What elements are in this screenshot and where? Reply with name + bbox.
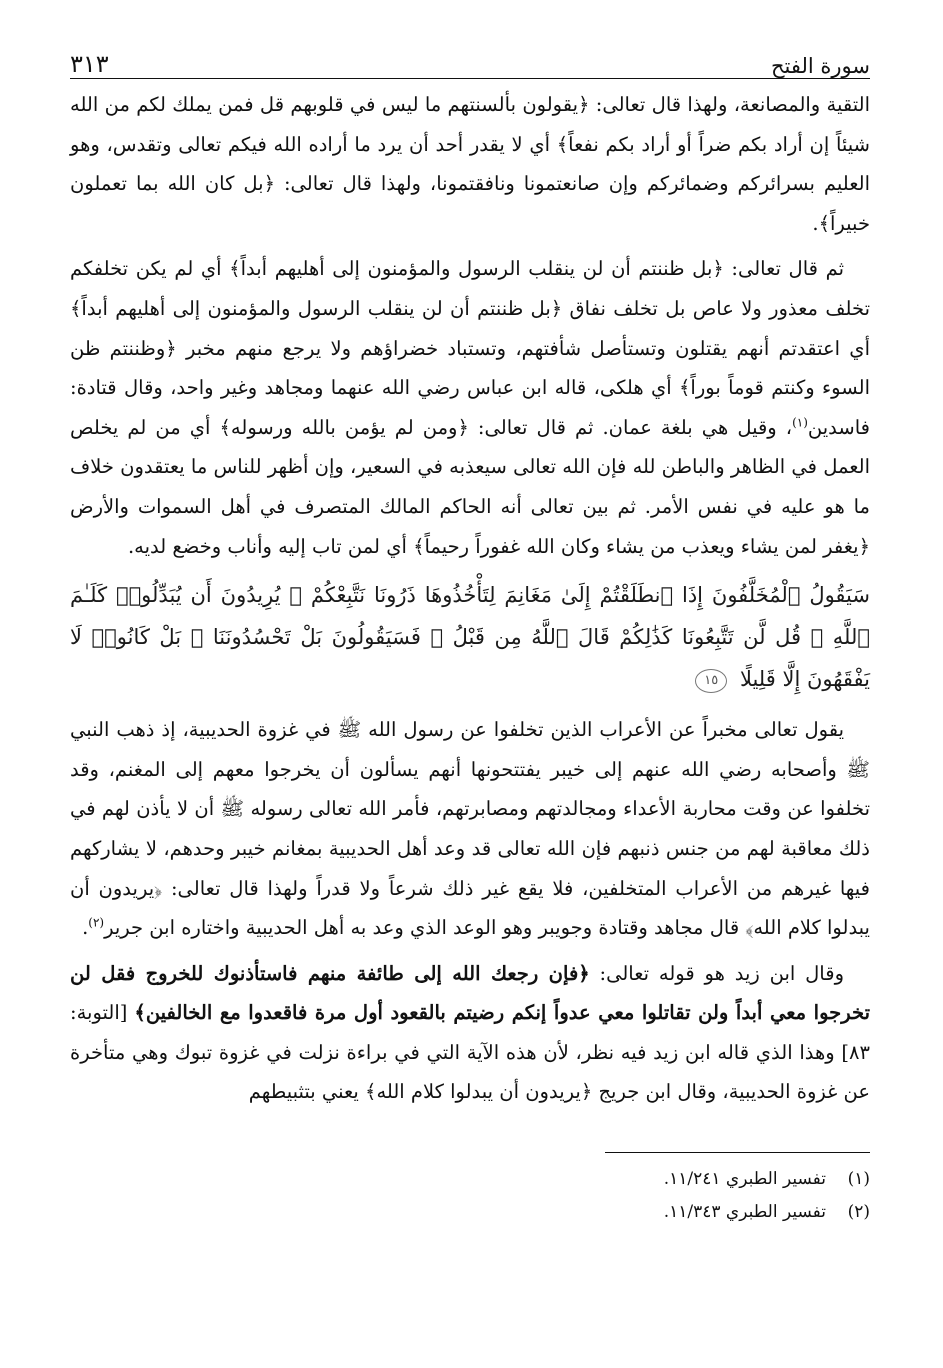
verse-number-marker: ١٥	[695, 669, 727, 693]
footnote-2-number: (٢)	[847, 1202, 870, 1223]
paragraph-4-text-a: وقال ابن زيد هو قوله تعالى:	[589, 961, 844, 985]
footnote-2-text: تفسير الطبري ١١/٣٤٣.	[663, 1202, 826, 1223]
paragraph-2-text-a: ثم قال تعالى: ﴿بل ظننتم أن لن ينقلب الرسول والمؤمنون إلى أهليهم أبداً﴾ أي لم يكن تخلفكم تخلف معذور ولا عاص بل تخلف نفاق ﴿بل ظننتم أن لن ينقلب الرسول والمؤمنون إلى أهليهم أبداً﴾ أي اعتقدتم أنهم يقتلون وتستأصل شأفتهم، وتستباد خضراؤهم ولا يرجع منهم مخبر ﴿وظننتم ظن السوء وكنتم قوماً بوراً﴾ أي هلكى، قاله ابن عباس رضي الله عنهما ومجاهد وغير واحد، وقال قتادة: فاسدين	[70, 257, 870, 439]
footnote-1-number: (١)	[847, 1169, 870, 1190]
paragraph-2	[70, 249, 870, 566]
paragraph-1: التقية والمصانعة، ولهذا قال تعالى: ﴿يقولون بألسنتهم ما ليس في قلوبهم قل فمن يملك لكم من الله شيئاً إن أراد بكم ضراً أو أراد بكم نفعاً﴾ أي لا يقدر أحد أن يرد ما أراده الله فيكم تعالى وتقدس، وهو العليم بسرائركم وضمائركم وإن صانعتمونا ونافقتمونا، ولهذا قال تعالى: ﴿بل كان الله بما تعملون خبيراً﴾.	[70, 93, 870, 235]
running-head	[70, 32, 870, 78]
paragraph-3	[70, 710, 870, 948]
footnote-1	[70, 1163, 870, 1196]
verse-text: سَيَقُولُ ٱلْمُخَلَّفُونَ إِذَا ٱنطَلَقْتُمْ إِلَىٰ مَغَانِمَ لِتَأْخُذُوهَا ذَرُونَا نَتَّبِعْكُمْ ۖ يُرِيدُونَ أَن يُبَدِّلُوا۟ كَلَـٰمَ ٱللَّهِ ۚ قُل لَّن تَتَّبِعُونَا كَذَٰلِكُمْ قَالَ ٱللَّهُ مِن قَبْلُ ۖ فَسَيَقُولُونَ بَلْ تَحْسُدُونَنَا ۚ بَلْ كَانُوا۟ لَا يَفْقَهُونَ إِلَّا قَلِيلًا	[70, 583, 870, 692]
paragraph-4-text-b: [التوبة: ٨٣] وهذا الذي قاله ابن زيد فيه نظر، لأن هذه الآية التي في براءة نزلت في غزوة تبوك وهي متأخرة عن غزوة الحديبية، وقال ابن جريج ﴿يريدون أن يبدلوا كلام الله﴾ يعني بتثبيطهم	[70, 1001, 870, 1104]
paragraph-4	[70, 954, 870, 1112]
paragraph-3-end: .	[82, 916, 89, 940]
header-rule	[70, 78, 870, 79]
footnote-rule	[605, 1152, 870, 1153]
page-number: ٣١٣	[70, 50, 109, 78]
footnote-ref-2: (٢)	[88, 915, 105, 930]
footnote-1-text: تفسير الطبري ١١/٢٤١.	[663, 1169, 826, 1190]
bold-verse-quote: ﴿فإن رجعك الله إلى طائفة منهم فاستأذنوك للخروج فقل لن تخرجوا معي أبداً ولن تقاتلوا معي عدواً إنكم رضيتم بالقعود أول مرة فاقعدوا مع الخالفين﴾	[70, 961, 870, 1025]
book-page	[70, 32, 870, 1229]
paragraph-2-text-b: ، وقيل هي بلغة عمان. ثم قال تعالى: ﴿ومن لم يؤمن بالله ورسوله﴾ أي من لم يخلص العمل في الظاهر والباطن لله فإن الله تعالى سيعذبه في السعير، وإن أظهر للناس ما يعتقدون خلاف ما هو عليه في نفس الأمر. ثم بين تعالى أنه الحاكم المالك المتصرف في أهل السموات والأرض ﴿يغفر لمن يشاء ويعذب من يشاء وكان الله غفوراً رحيماً﴾ أي لمن تاب إليه وأناب وخضع لديه.	[70, 415, 870, 558]
quran-verse	[70, 574, 870, 700]
footnote-ref-1: (١)	[792, 415, 808, 430]
surah-name: سورة الفتح	[770, 54, 870, 78]
footnote-2	[70, 1196, 870, 1229]
paragraph-3-text: يقول تعالى مخبراً عن الأعراب الذين تخلفوا عن رسول الله ﷺ في غزوة الحديبية، إذ ذهب النبي ﷺ وأصحابه رضي الله عنهم إلى خيبر يفتتحونها أنهم يسألون أن يخرجوا معهم إلى المغنم، وقد تخلفوا عن وقت محاربة الأعداء ومجالدتهم ومصابرتهم، فأمر الله تعالى رسوله ﷺ أن لا يأذن لهم في ذلك معاقبة لهم من جنس ذنبهم فإن الله تعالى قد وعد أهل الحديبية بمغانم خيبر وحدهم، لا يشاركهم فيها غيرهم من الأعراب المتخلفين، فلا يقع غير ذلك شرعاً ولا قدراً ولهذا قال تعالى: ﴿يريدون أن يبدلوا كلام الله﴾ قال مجاهد وقتادة وجويبر وهو الوعد الذي وعد به أهل الحديبية واختاره ابن جرير	[70, 718, 870, 940]
